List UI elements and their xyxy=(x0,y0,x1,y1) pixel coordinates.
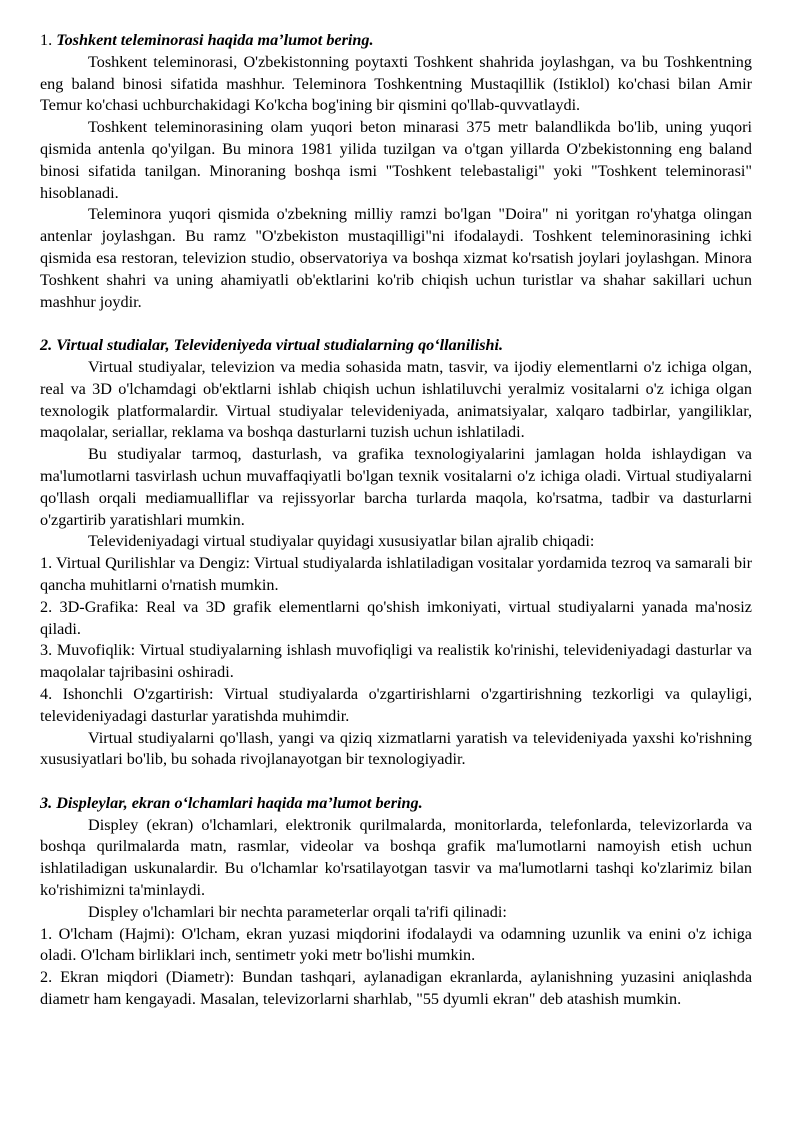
section-2-list-item-3: 3. Muvofiqlik: Virtual studiyalarning ishlash muvofiqligi va realistik ko'rinishi, televideniyadagi dasturlar va maqolalar tajribasini oshiradi. xyxy=(40,641,752,682)
section-3-heading xyxy=(40,793,752,815)
section-1-paragraph-2: Toshkent teleminorasining olam yuqori beton minarasi 375 metr balandlikda bo'lib, uning yuqori qismida antenla qo'yilgan. Bu minora 1981 yilida tuzilgan va o'tgan yillarda O'zbekistonning eng baland binosi sifatida tanilgan. Minoraning boshqa ismi "Toshkent telebastaligi" yoki "Toshkent teleminorasi" hisoblanadi. xyxy=(40,118,752,202)
section-1-heading xyxy=(40,30,752,52)
section-2-paragraph-3: Televideniyadagi virtual studiyalar quyidagi xususiyatlar bilan ajralib chiqadi: xyxy=(88,532,595,551)
section-1-number: 1. xyxy=(40,31,57,49)
section-2-list-item-1: 1. Virtual Qurilishlar va Dengiz: Virtual studiyalarda ishlatiladigan vositalar yordamida tezroq va samarali bir qancha muhitlarni o'rnatish mumkin. xyxy=(40,554,752,594)
section-1-paragraph-1: Toshkent teleminorasi, O'zbekistonning poytaxti Toshkent shahrida joylashgan, va bu Toshkentning eng baland binosi sifatida mashhur. Teleminora Toshkentning Mustaqillik (Istiklol) ko'chasi bilan Amir Temur ko'chasi uchburchakidagi Ko'kcha bog'ining bir qismini qo'llab-quvvatlaydi. xyxy=(40,52,752,115)
section-spacer xyxy=(40,771,752,793)
section-spacer xyxy=(40,313,752,335)
document-page xyxy=(40,30,752,1011)
section-1-paragraph-3: Teleminora yuqori qismida o'zbekning milliy ramzi bo'lgan "Doira" ni yoritgan ro'yhatga olingan antenlar joylashgan. Bu ramz "O'zbekiston mustaqilligi"ni ifodalaydi. Toshkent teleminorasining ichki qismida esa restoran, televizion studio, observatoriya va boshqa xizmat ko'rsatish joylari joylashgan. Minora Toshkent shahri va uning ahamiyatli ob'ektlarini ko'rib chiqish uchun turistlar va shahar sakillari uchun mashhur joydir. xyxy=(40,205,752,311)
section-2-heading xyxy=(40,335,752,357)
section-2-paragraph-2: Bu studiyalar tarmoq, dasturlash, va grafika texnologiyalarini jamlagan holda ishlaydigan va ma'lumotlarni tasvirlash uchun muvaffaqiyatli bo'lgan texnik vositalarni o'z ichiga oladi. Virtual studiyalarni qo'llash orqali mediamualliflar va rejissyorlar barcha turlarda maqola, ko'rsatma, tadbir va dasturlarni o'zgartirib yaratishlari mumkin. xyxy=(40,445,752,529)
section-3-paragraph-1: Displey (ekran) o'lchamlari, elektronik qurilmalarda, monitorlarda, telefonlarda, televizorlarda va boshqa qurilmalarda matn, rasmlar, videolar va boshqa grafik ma'lumotlarni namoyish etish uchun ishlatiladigan uskunalardir. Bu o'lchamlar ko'rsatilayotgan tasvir va ma'lumotlarni tashqi ko'zlarimiz bilan ko'rishimizni ta'minlaydi. xyxy=(40,815,752,900)
section-2-title: 2. Virtual studialar, Televideniyeda virtual studialarning qo‘llanilishi. xyxy=(40,336,504,355)
section-2-list-item-4: 4. Ishonchli O'zgartirish: Virtual studiyalarda o'zgartirishlarni o'zgartirishning tezkorligi va qulayligi, televideniyadagi dasturlar yaratishda muhimdir. xyxy=(40,684,752,725)
section-1-title: Toshkent teleminorasi haqida ma’lumot bering. xyxy=(56,31,374,49)
section-3-list-item-2: 2. Ekran miqdori (Diametr): Bundan tashqari, aylanadigan ekranlarda, aylanishning yuzasini aniqlashda diametr ham kengayadi. Masalan, televizorlarni sharhlab, "55 dyumli ekran" deb atashish mumkin. xyxy=(40,968,752,1009)
section-3-title: 3. Displeylar, ekran o‘lchamlari haqida ma’lumot bering. xyxy=(40,793,423,812)
section-3-paragraph-2: Displey o'lchamlari bir nechta parameterlar orqali ta'rifi qilinadi: xyxy=(88,902,507,921)
section-2-list-item-2: 2. 3D-Grafika: Real va 3D grafik elementlarni qo'shish imkoniyati, virtual studiyalarni yanada ma'nosiz qiladi. xyxy=(40,597,752,638)
section-3-list-item-1: 1. O'lcham (Hajmi): O'lcham, ekran yuzasi miqdorini ifodalaydi va odamning uzunlik va enini o'z ichiga oladi. O'lcham birliklari inch, sentimetr yoki metr bo'lishi mumkin. xyxy=(40,924,752,965)
section-2-closing-paragraph: Virtual studiyalarni qo'llash, yangi va qiziq xizmatlarni yaratish va televideniyada yaxshi ko'rishning xususiyatlari bo'lib, bu sohada rivojlanayotgan bir texnologiyadir. xyxy=(40,728,752,769)
section-2-paragraph-1: Virtual studiyalar, televizion va media sohasida matn, tasvir, va ijodiy elementlarni o'z ichiga olgan, real va 3D o'lchamdagi ob'ektlarni ishlab chiqish uchun ishlatiluvchi yeralmiz vositalarni o'z ichiga olgan texnologik platformalardir. Virtual studiyalar televideniyada, animatsiyalar, xalqaro tadbirlar, yangiliklar, maqolalar, seriallar, reklama va boshqa dasturlarni tuzish uchun ishlatiladi. xyxy=(40,357,752,442)
